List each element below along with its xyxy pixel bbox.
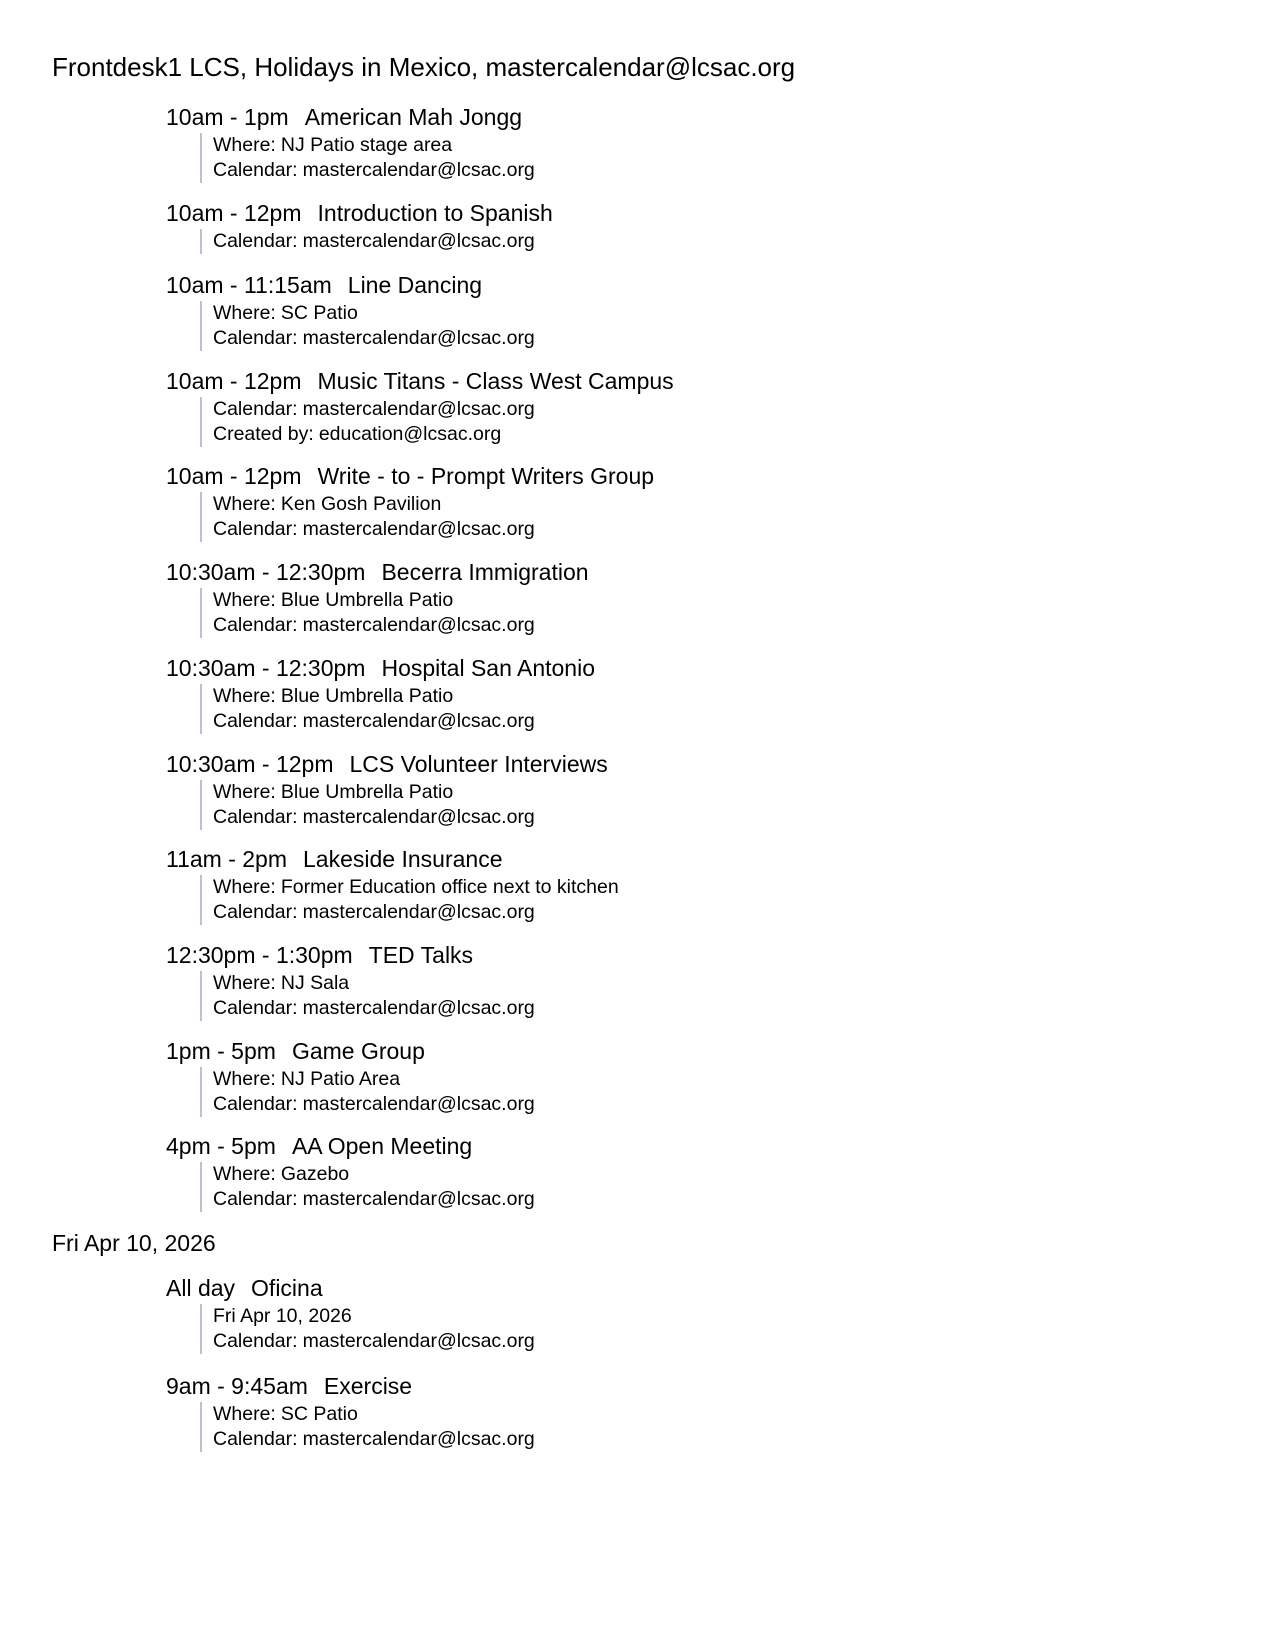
event-item <box>166 654 1216 734</box>
event-item <box>166 367 1216 447</box>
event-item <box>166 1274 1216 1354</box>
detail-label: Calendar: <box>213 806 298 828</box>
event-time: 10am - 12pm <box>166 200 302 226</box>
detail-value: mastercalendar@lcsac.org <box>302 614 535 636</box>
event-details <box>200 684 1216 734</box>
detail-value: mastercalendar@lcsac.org <box>302 518 535 540</box>
event-header <box>166 271 1216 299</box>
detail-value: mastercalendar@lcsac.org <box>302 1330 535 1352</box>
detail-value: mastercalendar@lcsac.org <box>302 997 535 1019</box>
detail-value: SC Patio <box>280 1403 358 1425</box>
detail-row <box>213 301 1216 326</box>
event-header <box>166 1274 1216 1302</box>
event-details <box>200 1402 1216 1452</box>
event-title: Hospital San Antonio <box>381 655 595 681</box>
event-item <box>166 199 1216 254</box>
event-details <box>200 301 1216 351</box>
event-time: 10am - 12pm <box>166 463 302 489</box>
detail-label: Where: <box>213 1403 276 1425</box>
detail-label: Calendar: <box>213 230 298 252</box>
event-time: 10am - 1pm <box>166 104 289 130</box>
event-header <box>166 845 1216 873</box>
detail-row <box>213 1427 1216 1452</box>
event-title: Line Dancing <box>347 272 483 298</box>
event-header <box>166 654 1216 682</box>
event-time: 11am - 2pm <box>166 846 288 872</box>
event-time: 10:30am - 12:30pm <box>166 655 366 681</box>
event-time: 4pm - 5pm <box>166 1133 276 1159</box>
detail-row <box>213 158 1216 183</box>
detail-row <box>213 971 1216 996</box>
event-title: Becerra Immigration <box>381 559 589 585</box>
event-time: 10am - 11:15am <box>166 272 332 298</box>
detail-row <box>213 1067 1216 1092</box>
detail-label: Where: <box>213 302 276 324</box>
detail-value: mastercalendar@lcsac.org <box>302 159 535 181</box>
event-header <box>166 558 1216 586</box>
detail-value: education@lcsac.org <box>318 423 502 445</box>
event-item <box>166 558 1216 638</box>
detail-row <box>213 684 1216 709</box>
event-item <box>166 462 1216 542</box>
event-details <box>200 229 1216 254</box>
detail-value: Blue Umbrella Patio <box>280 685 454 707</box>
detail-value: mastercalendar@lcsac.org <box>302 1093 535 1115</box>
event-header <box>166 462 1216 490</box>
event-item <box>166 1372 1216 1452</box>
detail-row <box>213 709 1216 734</box>
detail-value: mastercalendar@lcsac.org <box>302 806 535 828</box>
event-time: 12:30pm - 1:30pm <box>166 942 353 968</box>
detail-value: mastercalendar@lcsac.org <box>302 1428 535 1450</box>
detail-label: Where: <box>213 781 276 803</box>
event-item <box>166 103 1216 183</box>
event-title: Write - to - Prompt Writers Group <box>317 463 655 489</box>
detail-row <box>213 1187 1216 1212</box>
detail-value: Gazebo <box>280 1163 350 1185</box>
detail-row <box>213 1402 1216 1427</box>
detail-value: mastercalendar@lcsac.org <box>302 901 535 923</box>
event-time: 10am - 12pm <box>166 368 302 394</box>
detail-label: Where: <box>213 1068 276 1090</box>
detail-value: Blue Umbrella Patio <box>280 589 454 611</box>
detail-label: Calendar: <box>213 1428 298 1450</box>
detail-label: Calendar: <box>213 997 298 1019</box>
detail-row <box>213 1329 1216 1354</box>
detail-label: Where: <box>213 876 276 898</box>
event-item <box>166 941 1216 1021</box>
event-header <box>166 1037 1216 1065</box>
event-details <box>200 1162 1216 1212</box>
event-time: All day <box>166 1275 236 1301</box>
detail-row <box>213 900 1216 925</box>
detail-row <box>213 996 1216 1021</box>
detail-value: mastercalendar@lcsac.org <box>302 1188 535 1210</box>
detail-label: Calendar: <box>213 1093 298 1115</box>
detail-row <box>213 588 1216 613</box>
event-title: American Mah Jongg <box>304 104 523 130</box>
event-item <box>166 845 1216 925</box>
event-details <box>200 875 1216 925</box>
event-header <box>166 103 1216 131</box>
detail-value: Ken Gosh Pavilion <box>280 493 442 515</box>
detail-label: Where: <box>213 972 276 994</box>
detail-value: NJ Patio Area <box>280 1068 401 1090</box>
detail-label: Where: <box>213 1163 276 1185</box>
detail-label: Where: <box>213 493 276 515</box>
detail-label: Calendar: <box>213 398 298 420</box>
date-heading: Fri Apr 10, 2026 <box>52 1230 216 1256</box>
detail-label: Where: <box>213 589 276 611</box>
event-item <box>166 271 1216 351</box>
detail-value: NJ Patio stage area <box>280 134 453 156</box>
event-title: Exercise <box>323 1373 413 1399</box>
detail-row <box>213 133 1216 158</box>
event-title: Game Group <box>291 1038 425 1064</box>
event-details <box>200 588 1216 638</box>
page-title: Frontdesk1 LCS, Holidays in Mexico, mastercalendar@lcsac.org <box>52 52 796 82</box>
detail-label: Calendar: <box>213 614 298 636</box>
event-header <box>166 941 1216 969</box>
event-details <box>200 133 1216 183</box>
event-details <box>200 780 1216 830</box>
detail-row <box>213 1092 1216 1117</box>
detail-row <box>213 492 1216 517</box>
detail-row <box>213 326 1216 351</box>
event-title: LCS Volunteer Interviews <box>349 751 608 777</box>
detail-row <box>213 805 1216 830</box>
event-title: Introduction to Spanish <box>317 200 553 226</box>
event-item <box>166 1132 1216 1212</box>
detail-value: Fri Apr 10, 2026 <box>213 1305 352 1327</box>
detail-row <box>213 517 1216 542</box>
detail-label: Calendar: <box>213 710 298 732</box>
event-time: 9am - 9:45am <box>166 1373 308 1399</box>
event-title: TED Talks <box>368 942 474 968</box>
event-item <box>166 1037 1216 1117</box>
detail-row <box>213 229 1216 254</box>
detail-row <box>213 780 1216 805</box>
detail-value: mastercalendar@lcsac.org <box>302 327 535 349</box>
event-header <box>166 750 1216 778</box>
detail-row <box>213 422 1216 447</box>
detail-value: mastercalendar@lcsac.org <box>302 230 535 252</box>
detail-row <box>213 875 1216 900</box>
detail-label: Calendar: <box>213 1188 298 1210</box>
detail-label: Calendar: <box>213 159 298 181</box>
detail-row <box>213 613 1216 638</box>
event-time: 10:30am - 12:30pm <box>166 559 366 585</box>
event-title: Music Titans - Class West Campus <box>317 368 674 394</box>
event-title: AA Open Meeting <box>291 1133 473 1159</box>
event-details <box>200 397 1216 447</box>
event-header <box>166 367 1216 395</box>
detail-label: Where: <box>213 134 276 156</box>
event-details <box>200 971 1216 1021</box>
event-title: Lakeside Insurance <box>303 846 503 872</box>
detail-value: Blue Umbrella Patio <box>280 781 454 803</box>
event-time: 10:30am - 12pm <box>166 751 334 777</box>
event-title: Oficina <box>251 1275 323 1301</box>
event-details <box>200 492 1216 542</box>
detail-value: Former Education office next to kitchen <box>280 876 619 898</box>
detail-label: Created by: <box>213 423 314 445</box>
event-item <box>166 750 1216 830</box>
detail-label: Calendar: <box>213 327 298 349</box>
event-header <box>166 1372 1216 1400</box>
detail-value: NJ Sala <box>280 972 350 994</box>
detail-label: Calendar: <box>213 1330 298 1352</box>
detail-row <box>213 1162 1216 1187</box>
event-details <box>200 1067 1216 1117</box>
event-details <box>200 1304 1216 1354</box>
event-header <box>166 1132 1216 1160</box>
event-header <box>166 199 1216 227</box>
detail-label: Where: <box>213 685 276 707</box>
detail-value: mastercalendar@lcsac.org <box>302 398 535 420</box>
detail-value: mastercalendar@lcsac.org <box>302 710 535 732</box>
detail-row <box>213 397 1216 422</box>
detail-label: Calendar: <box>213 518 298 540</box>
detail-label: Calendar: <box>213 901 298 923</box>
detail-row <box>213 1304 1216 1329</box>
detail-value: SC Patio <box>280 302 358 324</box>
event-time: 1pm - 5pm <box>166 1038 276 1064</box>
